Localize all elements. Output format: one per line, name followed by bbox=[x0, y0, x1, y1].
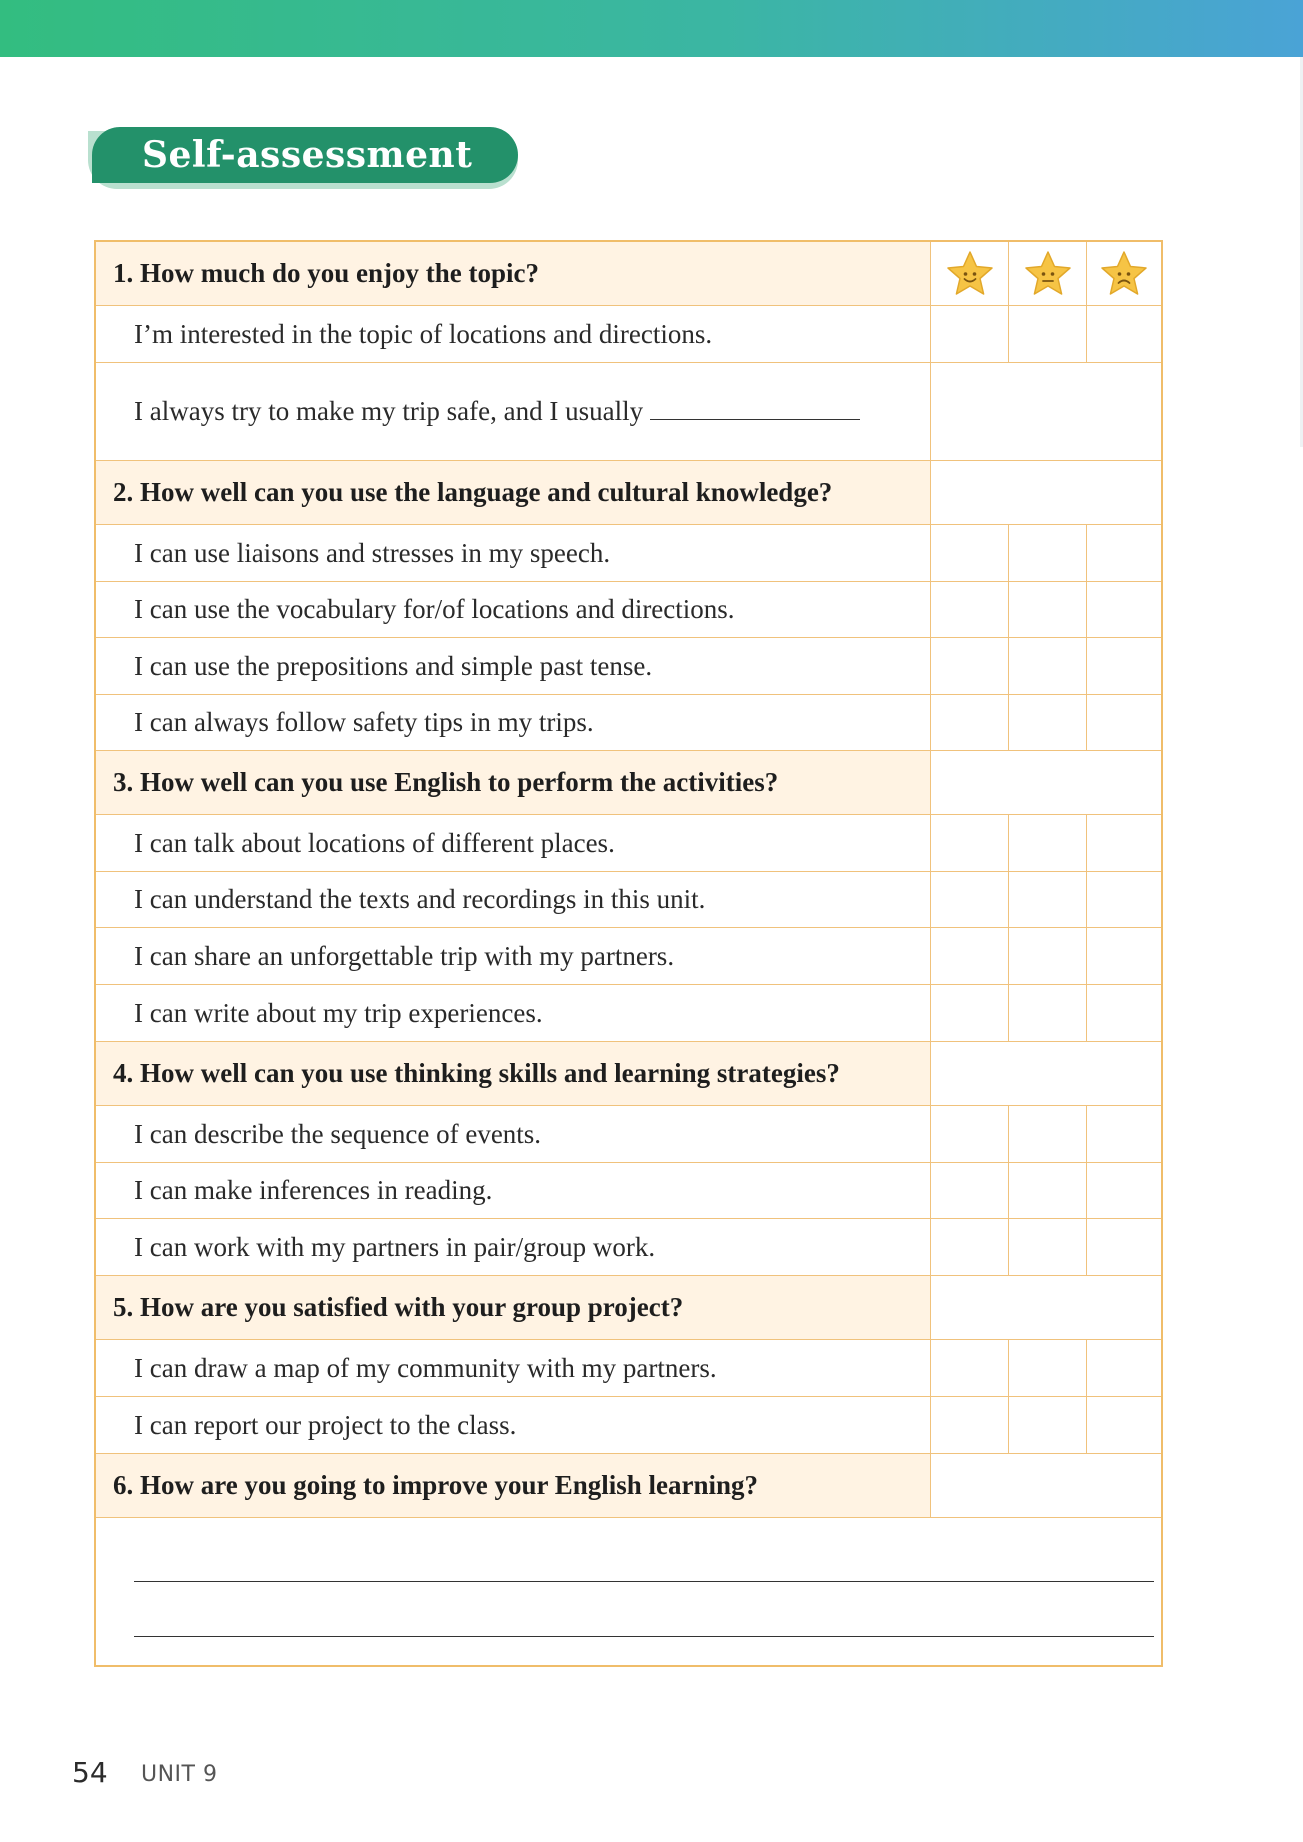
rating-cell-happy[interactable] bbox=[931, 815, 1009, 871]
question-row-6 bbox=[96, 1454, 1161, 1518]
statement-text: I can use the vocabulary for/of locations and directions. bbox=[96, 582, 931, 637]
answer-blank[interactable] bbox=[650, 395, 860, 420]
rating-cell-neutral[interactable] bbox=[1009, 928, 1087, 984]
rating-cell-sad[interactable] bbox=[1087, 1106, 1161, 1162]
statement-row bbox=[96, 1397, 1161, 1454]
question-text: 4. How well can you use thinking skills and learning strategies? bbox=[96, 1042, 931, 1105]
rating-cell-sad[interactable] bbox=[1087, 1219, 1161, 1275]
page-number: 54 bbox=[72, 1756, 108, 1789]
rating-cell-neutral[interactable] bbox=[1009, 1340, 1087, 1396]
statement-row bbox=[96, 872, 1161, 928]
rating-cell-happy[interactable] bbox=[931, 638, 1009, 694]
star-frown-icon bbox=[1099, 250, 1149, 298]
rating-cell-happy[interactable] bbox=[931, 695, 1009, 750]
completion-text bbox=[96, 363, 931, 460]
statement-row bbox=[96, 928, 1161, 985]
rating-cell-neutral[interactable] bbox=[1009, 985, 1087, 1041]
question-text: 1. How much do you enjoy the topic? bbox=[96, 242, 931, 305]
rating-cell-happy[interactable] bbox=[931, 525, 1009, 581]
rating-cell-happy[interactable] bbox=[931, 306, 1009, 362]
section-banner bbox=[92, 127, 518, 183]
statement-row bbox=[96, 306, 1161, 363]
answer-line[interactable] bbox=[134, 1636, 1154, 1637]
rating-cell-sad[interactable] bbox=[1087, 815, 1161, 871]
answer-line[interactable] bbox=[134, 1581, 1154, 1582]
statement-row bbox=[96, 582, 1161, 638]
rating-cell-happy[interactable] bbox=[931, 928, 1009, 984]
rating-header-happy bbox=[931, 242, 1009, 305]
rating-cell-neutral[interactable] bbox=[1009, 815, 1087, 871]
statement-text: I can use liaisons and stresses in my speech. bbox=[96, 525, 931, 581]
rating-cell-neutral[interactable] bbox=[1009, 1163, 1087, 1218]
statement-row bbox=[96, 1163, 1161, 1219]
rating-header bbox=[931, 242, 1161, 305]
rating-cell-neutral[interactable] bbox=[1009, 525, 1087, 581]
statement-row bbox=[96, 525, 1161, 582]
self-assessment-table bbox=[94, 240, 1163, 1667]
rating-cell-happy[interactable] bbox=[931, 872, 1009, 927]
question-text: 6. How are you going to improve your English learning? bbox=[96, 1454, 931, 1517]
free-answer-area bbox=[96, 1518, 1161, 1665]
statement-row bbox=[96, 695, 1161, 751]
rating-cell-neutral[interactable] bbox=[1009, 1219, 1087, 1275]
rating-cell-sad[interactable] bbox=[1087, 695, 1161, 750]
question-row-3 bbox=[96, 751, 1161, 815]
rating-header-neutral bbox=[1009, 242, 1087, 305]
top-color-band bbox=[0, 0, 1303, 57]
statement-row bbox=[96, 985, 1161, 1042]
rating-cell-happy[interactable] bbox=[931, 1340, 1009, 1396]
rating-cell-neutral[interactable] bbox=[1009, 872, 1087, 927]
statement-row bbox=[96, 1106, 1161, 1163]
question-text: 2. How well can you use the language and cultural knowledge? bbox=[96, 461, 931, 524]
statement-text: I can use the prepositions and simple past tense. bbox=[96, 638, 931, 694]
rating-cell-happy[interactable] bbox=[931, 1163, 1009, 1218]
star-smile-icon bbox=[945, 250, 995, 298]
rating-cell-sad[interactable] bbox=[1087, 1397, 1161, 1453]
rating-cell-happy[interactable] bbox=[931, 1397, 1009, 1453]
banner-title: Self-assessment bbox=[142, 134, 473, 176]
rating-cell-neutral[interactable] bbox=[1009, 1106, 1087, 1162]
rating-cell-sad[interactable] bbox=[1087, 306, 1161, 362]
completion-row bbox=[96, 363, 1161, 461]
rating-cell-sad[interactable] bbox=[1087, 638, 1161, 694]
star-neutral-icon bbox=[1023, 250, 1073, 298]
statement-row bbox=[96, 1340, 1161, 1397]
rating-cell-sad[interactable] bbox=[1087, 582, 1161, 637]
rating-header-sad bbox=[1087, 242, 1161, 305]
statement-text: I can make inferences in reading. bbox=[96, 1163, 931, 1218]
statement-text: I can share an unforgettable trip with my partners. bbox=[96, 928, 931, 984]
completion-prompt: I always try to make my trip safe, and I usually bbox=[134, 396, 644, 426]
question-row-2 bbox=[96, 461, 1161, 525]
statement-text: I’m interested in the topic of locations and directions. bbox=[96, 306, 931, 362]
rating-cell-sad[interactable] bbox=[1087, 985, 1161, 1041]
statement-text: I can understand the texts and recordings in this unit. bbox=[96, 872, 931, 927]
rating-cell-neutral[interactable] bbox=[1009, 1397, 1087, 1453]
rating-cell-sad[interactable] bbox=[1087, 872, 1161, 927]
statement-text: I can draw a map of my community with my partners. bbox=[96, 1340, 931, 1396]
rating-cell-happy[interactable] bbox=[931, 582, 1009, 637]
rating-cell-sad[interactable] bbox=[1087, 928, 1161, 984]
rating-cell-sad[interactable] bbox=[1087, 1163, 1161, 1218]
rating-cell-sad[interactable] bbox=[1087, 525, 1161, 581]
rating-cell-happy[interactable] bbox=[931, 1219, 1009, 1275]
rating-cell-neutral[interactable] bbox=[1009, 582, 1087, 637]
question-row-5 bbox=[96, 1276, 1161, 1340]
unit-label: UNIT 9 bbox=[141, 1762, 218, 1787]
statement-text: I can write about my trip experiences. bbox=[96, 985, 931, 1041]
statement-row bbox=[96, 815, 1161, 872]
rating-cell-sad[interactable] bbox=[1087, 1340, 1161, 1396]
statement-text: I can report our project to the class. bbox=[96, 1397, 931, 1453]
statement-row bbox=[96, 1219, 1161, 1276]
question-row-1 bbox=[96, 242, 1161, 306]
statement-text: I can talk about locations of different places. bbox=[96, 815, 931, 871]
rating-cell-neutral[interactable] bbox=[1009, 638, 1087, 694]
rating-cell-neutral[interactable] bbox=[1009, 306, 1087, 362]
rating-cell-neutral[interactable] bbox=[1009, 695, 1087, 750]
question-text: 3. How well can you use English to perform the activities? bbox=[96, 751, 931, 814]
rating-cell-happy[interactable] bbox=[931, 1106, 1009, 1162]
question-row-4 bbox=[96, 1042, 1161, 1106]
statement-text: I can describe the sequence of events. bbox=[96, 1106, 931, 1162]
question-text: 5. How are you satisfied with your group project? bbox=[96, 1276, 931, 1339]
statement-text: I can always follow safety tips in my trips. bbox=[96, 695, 931, 750]
statement-text: I can work with my partners in pair/group work. bbox=[96, 1219, 931, 1275]
statement-row bbox=[96, 638, 1161, 695]
rating-cell-happy[interactable] bbox=[931, 985, 1009, 1041]
